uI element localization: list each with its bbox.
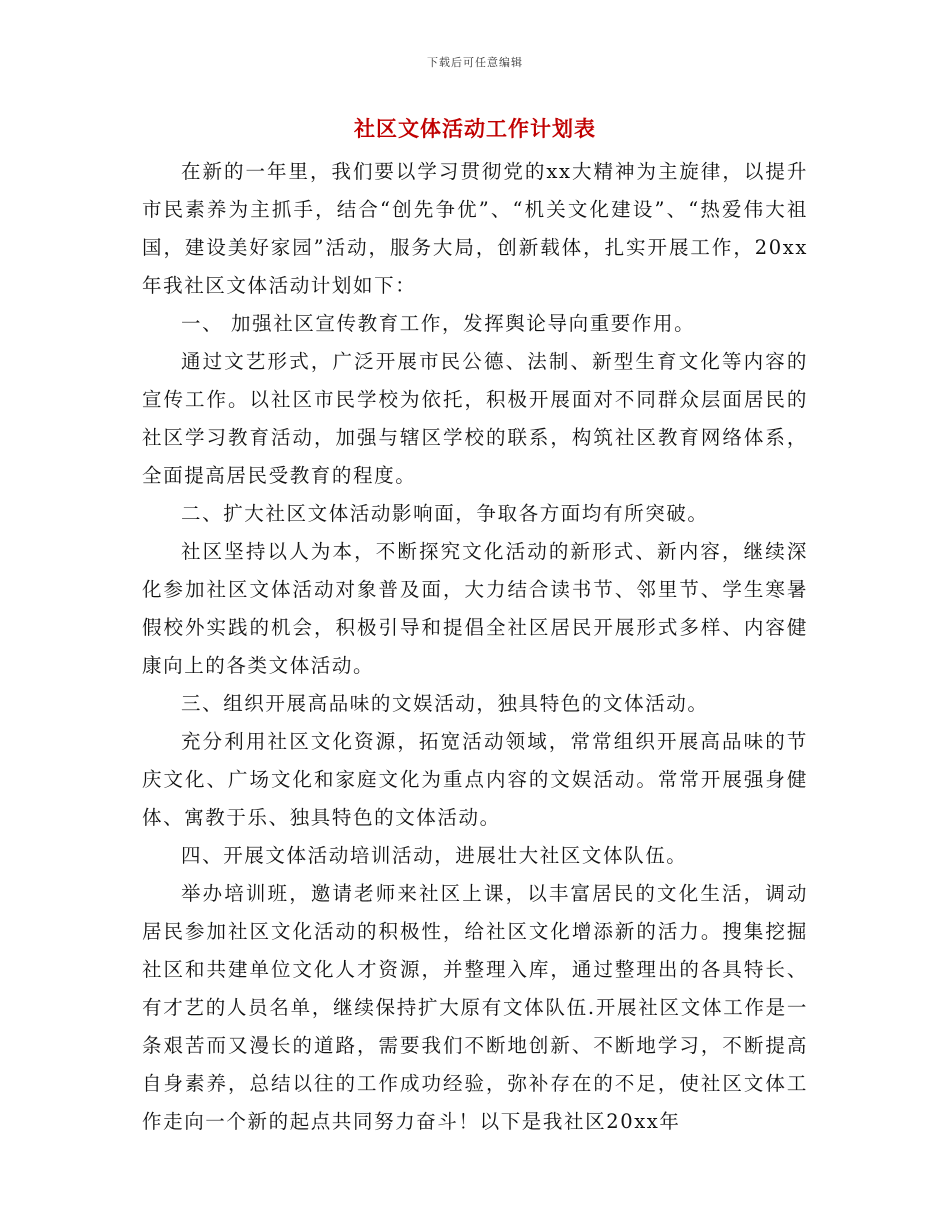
document-body: [142, 153, 808, 1141]
section-heading-2: 二、扩大社区文体活动影响面，争取各方面均有所突破。: [181, 502, 709, 525]
document-title: 社区文体活动工作计划表: [354, 116, 596, 141]
section-paragraph-1: 通过文艺形式，广泛开展市民公德、法制、新型生育文化等内容的宣传工作。以社区市民学校为依托，积极开展面对不同群众层面居民的社区学习教育活动，加强与辖区学校的联系，构筑社区教育网络体系，全面提高居民受教育的程度。: [142, 350, 808, 487]
section-paragraph-2: 社区坚持以人为本，不断探究文化活动的新形式、新内容，继续深化参加社区文体活动对象普及面，大力结合读书节、邻里节、学生寒暑假校外实践的机会，积极引导和提倡全社区居民开展形式多样、内容健康向上的各类文体活动。: [142, 540, 808, 677]
section-paragraph-3: 充分利用社区文化资源，拓宽活动领域，常常组织开展高品味的节庆文化、广场文化和家庭文化为重点内容的文娱活动。常常开展强身健体、寓教于乐、独具特色的文体活动。: [142, 730, 808, 829]
section-paragraph-4: 举办培训班，邀请老师来社区上课，以丰富居民的文化生活，调动居民参加社区文化活动的积极性，给社区文化增添新的活力。搜集挖掘社区和共建单位文化人才资源，并整理入库，通过整理出的各具特长、有才艺的人员名单，继续保持扩大原有文体队伍.开展社区文体工作是一条艰苦而又漫长的道路，需要我们不断地创新、不断地学习，不断提高自身素养，总结以往的工作成功经验，弥补存在的不足，使社区文体工作走向一个新的起点共同努力奋斗！以下是我社区20xx年: [142, 882, 808, 1133]
section-heading-1: 一、 加强社区宣传教育工作，发挥舆论导向重要作用。: [181, 312, 696, 335]
intro-paragraph: 在新的一年里，我们要以学习贯彻党的xx大精神为主旋律，以提升市民素养为主抓手，结合“创先争优”、“机关文化建设”、“热爱伟大祖国，建设美好家园”活动，服务大局，创新载体，扎实开展工作，20xx年我社区文体活动计划如下：: [142, 160, 808, 297]
header-note: 下载后可任意编辑: [427, 56, 523, 69]
section-heading-3: 三、组织开展高品味的文娱活动，独具特色的文体活动。: [181, 692, 709, 715]
section-heading-4: 四、开展文体活动培训活动，进展壮大社区文体队伍。: [181, 844, 688, 867]
